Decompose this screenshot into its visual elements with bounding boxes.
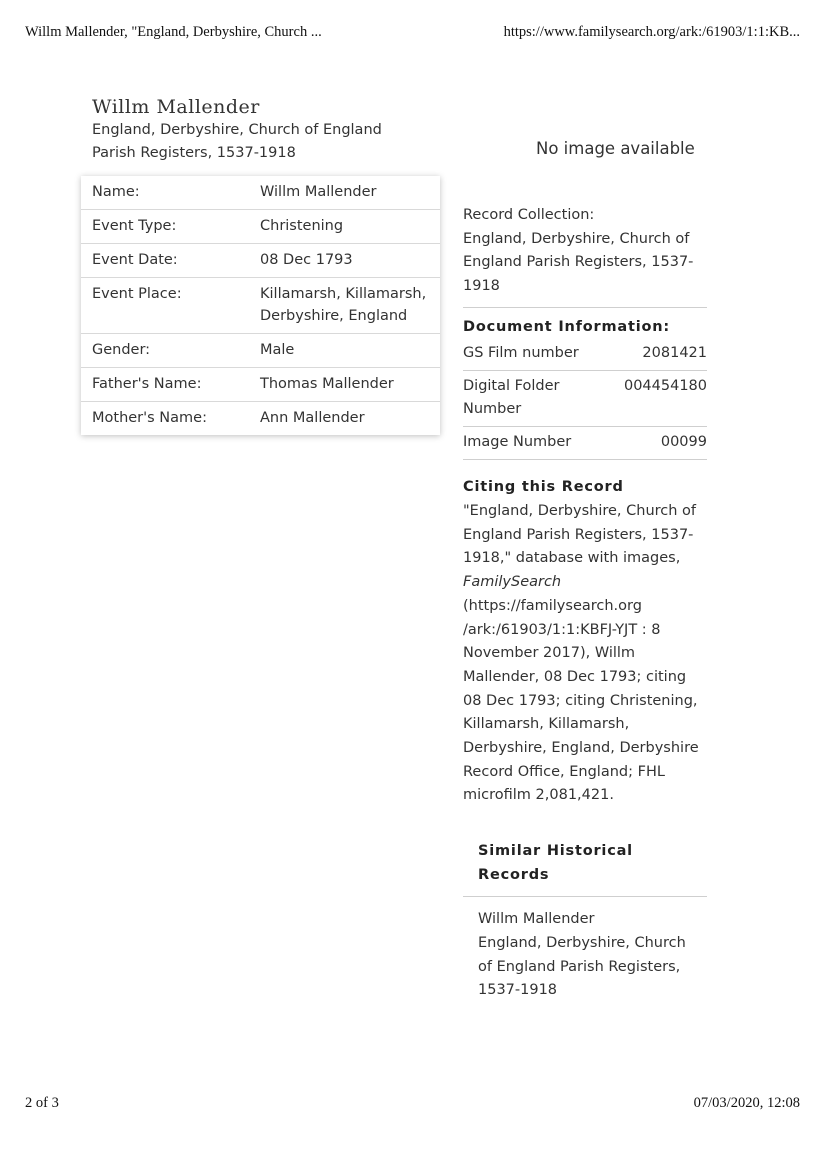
field-value-name: Willm Mallender xyxy=(260,184,377,200)
table-row xyxy=(81,334,440,368)
field-value-mother-name[interactable]: Ann Mallender xyxy=(260,410,365,426)
citation-text-part2: (https://familysearch.org /ark:/61903/1:1:KBFJ-YJT : 8 November 2017), Willm Mallender, 08 Dec 1793; citing 08 Dec 1793; citing Christening, Killamarsh, Killamarsh, Derbyshire, England, Derbyshire Record Office, England; FHL microfilm 2,081,421. xyxy=(463,597,699,804)
table-row xyxy=(81,244,440,278)
digital-folder-number-value: 004454180 xyxy=(623,378,707,394)
browser-print-url: https://www.familysearch.org/ark:/61903/1:1:KB... xyxy=(503,24,800,40)
collection-title: England, Derbyshire, Church of England Parish Registers, 1537-1918 xyxy=(92,122,382,161)
citation-text-part1: "England, Derbyshire, Church of England Parish Registers, 1537-1918," database with images, xyxy=(463,503,697,567)
similar-record-name[interactable]: Willm Mallender xyxy=(478,911,595,928)
document-info-row xyxy=(463,338,707,371)
citation-text xyxy=(463,500,707,808)
print-datetime: 07/03/2020, 12:08 xyxy=(693,1095,800,1111)
record-details-table xyxy=(81,176,440,435)
field-value-event-type: Christening xyxy=(260,218,344,234)
record-sidebar xyxy=(463,204,707,1003)
table-row xyxy=(81,176,440,210)
field-label-father-name: Father's Name: xyxy=(92,376,202,392)
digital-folder-number-label: Digital Folder Number xyxy=(463,378,560,417)
image-number-label: Image Number xyxy=(463,434,572,450)
table-row xyxy=(81,368,440,402)
table-row xyxy=(81,278,440,334)
similar-record-item[interactable] xyxy=(463,908,688,1003)
field-label-name: Name: xyxy=(92,184,140,200)
document-info-row xyxy=(463,427,707,460)
page-number: 2 of 3 xyxy=(25,1095,59,1111)
field-value-father-name[interactable]: Thomas Mallender xyxy=(260,376,394,392)
field-label-event-date: Event Date: xyxy=(92,252,178,268)
no-image-placeholder: No image available xyxy=(536,139,695,158)
record-collection-label: Record Collection: xyxy=(463,207,595,223)
document-info-row xyxy=(463,371,707,427)
person-name: Willm Mallender xyxy=(92,96,260,118)
field-label-gender: Gender: xyxy=(92,342,151,358)
table-row xyxy=(81,210,440,244)
citing-record-heading: Citing this Record xyxy=(463,479,624,495)
image-number-value: 00099 xyxy=(660,434,707,450)
table-row xyxy=(81,402,440,436)
field-value-event-date: 08 Dec 1793 xyxy=(260,252,353,268)
browser-print-title: Willm Mallender, "England, Derbyshire, Church ... xyxy=(25,24,322,40)
gs-film-number-value[interactable]: 2081421 xyxy=(642,345,707,361)
field-label-event-type: Event Type: xyxy=(92,218,177,234)
field-label-mother-name: Mother's Name: xyxy=(92,410,207,426)
field-label-event-place: Event Place: xyxy=(92,286,182,302)
citation-source-name: FamilySearch xyxy=(463,574,562,591)
record-collection-value[interactable]: England, Derbyshire, Church of England Parish Registers, 1537-1918 xyxy=(463,228,707,309)
field-value-event-place: Killamarsh, Killamarsh, Derbyshire, England xyxy=(260,286,427,324)
field-value-gender: Male xyxy=(260,342,295,358)
similar-records-heading: Similar Historical Records xyxy=(463,839,707,897)
similar-record-collection: England, Derbyshire, Church of England Parish Registers, 1537-1918 xyxy=(478,934,686,999)
document-info-heading: Document Information: xyxy=(463,319,670,335)
gs-film-number-label: GS Film number xyxy=(463,345,579,361)
